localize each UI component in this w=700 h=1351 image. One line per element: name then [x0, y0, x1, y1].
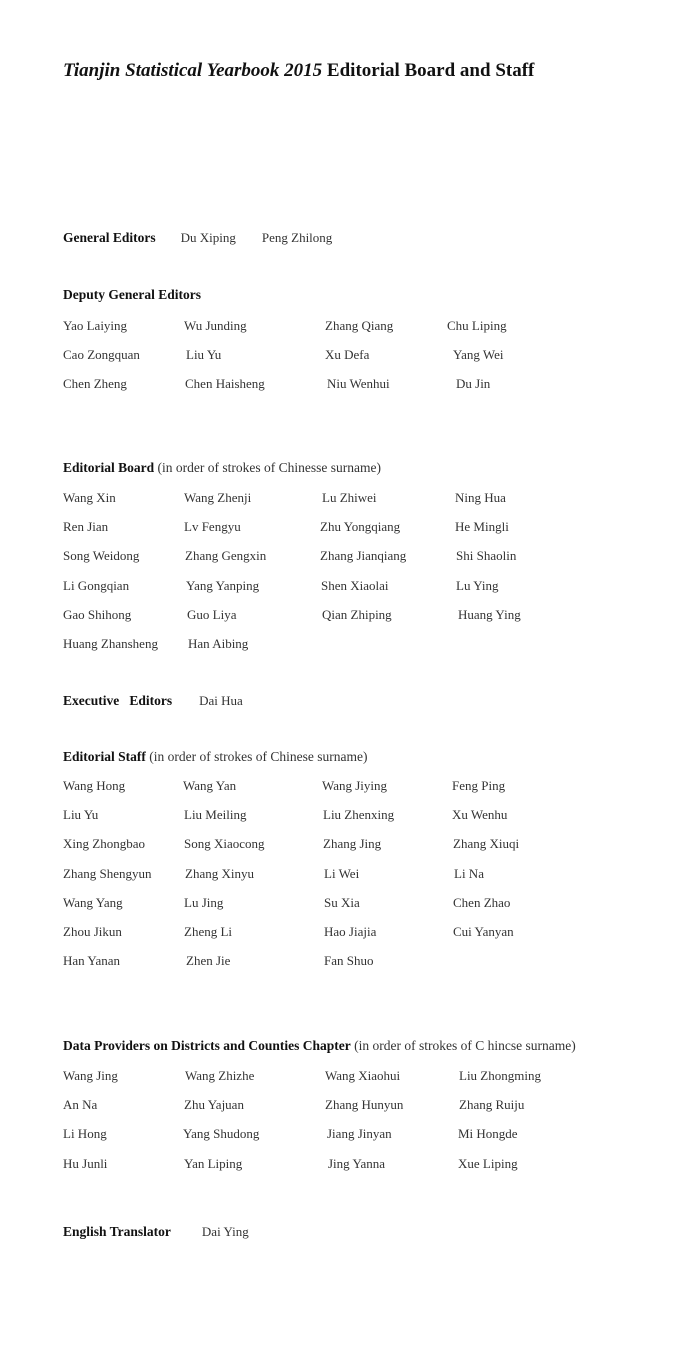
person-name: Chu Liping [447, 318, 507, 333]
person-name: Zhang Shengyun [63, 865, 152, 881]
person-name: Song Xiaocong [184, 836, 265, 852]
data-providers-label: Data Providers on Districts and Counties Chapter [63, 1038, 351, 1053]
person-name: Chen Zhao [453, 894, 511, 910]
person-name: Chen Zheng [63, 376, 127, 392]
person-name: Gao Shihong [63, 606, 132, 622]
person-name: Wang Xiaohui [325, 1068, 401, 1083]
person-name: Zhang Jianqiang [320, 548, 407, 564]
name-row [63, 1154, 683, 1183]
name-row [63, 1124, 683, 1153]
person-name: Song Weidong [63, 548, 140, 564]
person-name: Zhang Xinyu [185, 865, 254, 881]
person-name: Yao Laiying [63, 318, 128, 333]
person-name: Lu Zhiwei [322, 490, 377, 505]
person-name: He Mingli [455, 519, 509, 535]
person-name: Wang Yang [63, 894, 123, 910]
person-name: Xing Zhongbao [63, 836, 145, 852]
person-name: Cao Zongquan [63, 347, 140, 363]
person-name: Li Wei [324, 865, 360, 881]
english-translator-line [63, 1222, 683, 1242]
name-row [63, 576, 683, 605]
name-row [63, 546, 683, 575]
general-editors-line [63, 228, 683, 248]
person-name: Hu Junli [63, 1155, 108, 1171]
english-translator-label: English Translator [63, 1224, 171, 1239]
person-name: Yang Shudong [183, 1126, 260, 1142]
name-row [63, 517, 683, 546]
name-row [63, 634, 683, 663]
person-name: Wu Junding [184, 318, 247, 333]
general-editor-name: Du Xiping [180, 230, 236, 245]
name-row [63, 776, 683, 805]
person-name: Zhu Yongqiang [320, 519, 401, 535]
person-name: Ren Jian [63, 519, 109, 535]
person-name: Chen Haisheng [185, 376, 265, 392]
person-name: Du Jin [456, 376, 491, 392]
editorial-staff-section [63, 747, 683, 980]
name-row [63, 1095, 683, 1124]
data-providers-section [63, 1036, 683, 1183]
person-name: Liu Zhenxing [323, 807, 395, 823]
person-name: Liu Zhongming [459, 1068, 541, 1083]
deputy-general-editors-grid [63, 316, 683, 404]
person-name: Zhang Xiuqi [453, 836, 520, 852]
person-name: Feng Ping [452, 778, 506, 793]
english-translator-name: Dai Ying [201, 1224, 249, 1239]
editorial-staff-grid [63, 776, 683, 980]
person-name: Lu Ying [456, 577, 499, 593]
editorial-board-note: (in order of strokes of Chinesse surname) [157, 460, 381, 475]
person-name: Guo Liya [187, 606, 237, 622]
executive-editor-name: Dai Hua [199, 693, 243, 708]
person-name: Niu Wenhui [327, 376, 390, 392]
editorial-board-grid [63, 488, 683, 663]
person-name: Han Yanan [63, 953, 121, 969]
person-name: Han Aibing [188, 635, 249, 651]
person-name: Jing Yanna [328, 1155, 386, 1171]
person-name: Zhang Hunyun [325, 1097, 404, 1113]
person-name: Su Xia [324, 894, 360, 910]
name-row [63, 922, 683, 951]
english-translator-section [63, 1222, 683, 1242]
executive-editors-label: Executive Editors [63, 693, 173, 708]
name-row [63, 834, 683, 863]
person-name: Yang Yanping [186, 577, 260, 593]
person-name: Zhang Qiang [325, 318, 394, 333]
person-name: Xue Liping [458, 1155, 518, 1171]
person-name: Xu Defa [325, 347, 370, 363]
person-name: Zhang Ruiju [459, 1097, 525, 1113]
name-row [63, 316, 683, 345]
person-name: Huang Ying [458, 606, 521, 622]
person-name: Fan Shuo [324, 953, 374, 969]
person-name: Shi Shaolin [456, 548, 517, 564]
person-name: Liu Meiling [184, 807, 247, 823]
data-providers-note: (in order of strokes of C hincse surname) [354, 1038, 576, 1053]
person-name: Li Gongqian [63, 577, 130, 593]
person-name: Yan Liping [184, 1155, 243, 1171]
person-name: Yang Wei [453, 347, 504, 363]
person-name: Lv Fengyu [184, 519, 241, 535]
person-name: Liu Yu [186, 347, 222, 363]
person-name: Huang Zhansheng [63, 635, 158, 651]
editorial-board-section [63, 458, 683, 663]
name-row [63, 345, 683, 374]
person-name: Wang Zhizhe [185, 1068, 255, 1083]
person-name: An Na [63, 1097, 98, 1113]
general-editor-name: Peng Zhilong [261, 230, 333, 245]
person-name: Zheng Li [184, 923, 233, 939]
person-name: Qian Zhiping [322, 606, 392, 622]
person-name: Li Hong [63, 1126, 107, 1142]
person-name: Zhen Jie [186, 953, 231, 969]
name-row [63, 374, 683, 403]
name-row [63, 605, 683, 634]
name-row [63, 951, 683, 980]
general-editors-section [63, 228, 683, 248]
person-name: Hao Jiajia [324, 923, 377, 939]
executive-editors-section [63, 691, 683, 711]
person-name: Zhang Jing [323, 836, 382, 852]
person-name: Wang Jiying [322, 778, 388, 793]
person-name: Wang Xin [63, 490, 116, 505]
person-name: Liu Yu [63, 807, 99, 823]
person-name: Zhang Gengxin [185, 548, 267, 564]
editorial-staff-note: (in order of strokes of Chinese surname) [149, 749, 368, 764]
person-name: Cui Yanyan [453, 923, 514, 939]
person-name: Zhu Yajuan [184, 1097, 244, 1113]
person-name: Wang Yan [183, 778, 237, 793]
data-providers-grid [63, 1066, 683, 1183]
title-rest: Editorial Board and Staff [322, 60, 535, 81]
page-title [63, 60, 534, 82]
person-name: Jiang Jinyan [327, 1126, 392, 1142]
editorial-staff-heading [63, 747, 683, 767]
person-name: Ning Hua [455, 490, 506, 505]
editorial-staff-label: Editorial Staff [63, 749, 146, 764]
general-editors-label: General Editors [63, 230, 156, 245]
person-name: Li Na [454, 865, 484, 881]
deputy-general-editors-section [63, 285, 683, 404]
executive-editors-line [63, 691, 683, 711]
person-name: Wang Jing [63, 1068, 118, 1083]
person-name: Lu Jing [184, 894, 224, 910]
data-providers-heading [63, 1036, 683, 1056]
person-name: Shen Xiaolai [321, 577, 389, 593]
deputy-general-editors-label: Deputy General Editors [63, 287, 201, 302]
name-row [63, 893, 683, 922]
deputy-general-editors-heading [63, 285, 683, 305]
person-name: Zhou Jikun [63, 923, 122, 939]
editorial-board-label: Editorial Board [63, 460, 155, 475]
name-row [63, 864, 683, 893]
name-row [63, 1066, 683, 1095]
name-row [63, 805, 683, 834]
title-yearbook-name: Tianjin Statistical Yearbook 2015 [63, 60, 323, 81]
person-name: Wang Zhenji [184, 490, 252, 505]
person-name: Xu Wenhu [452, 807, 508, 823]
person-name: Mi Hongde [458, 1126, 518, 1142]
editorial-board-heading [63, 458, 683, 478]
name-row [63, 488, 683, 517]
person-name: Wang Hong [63, 778, 126, 793]
